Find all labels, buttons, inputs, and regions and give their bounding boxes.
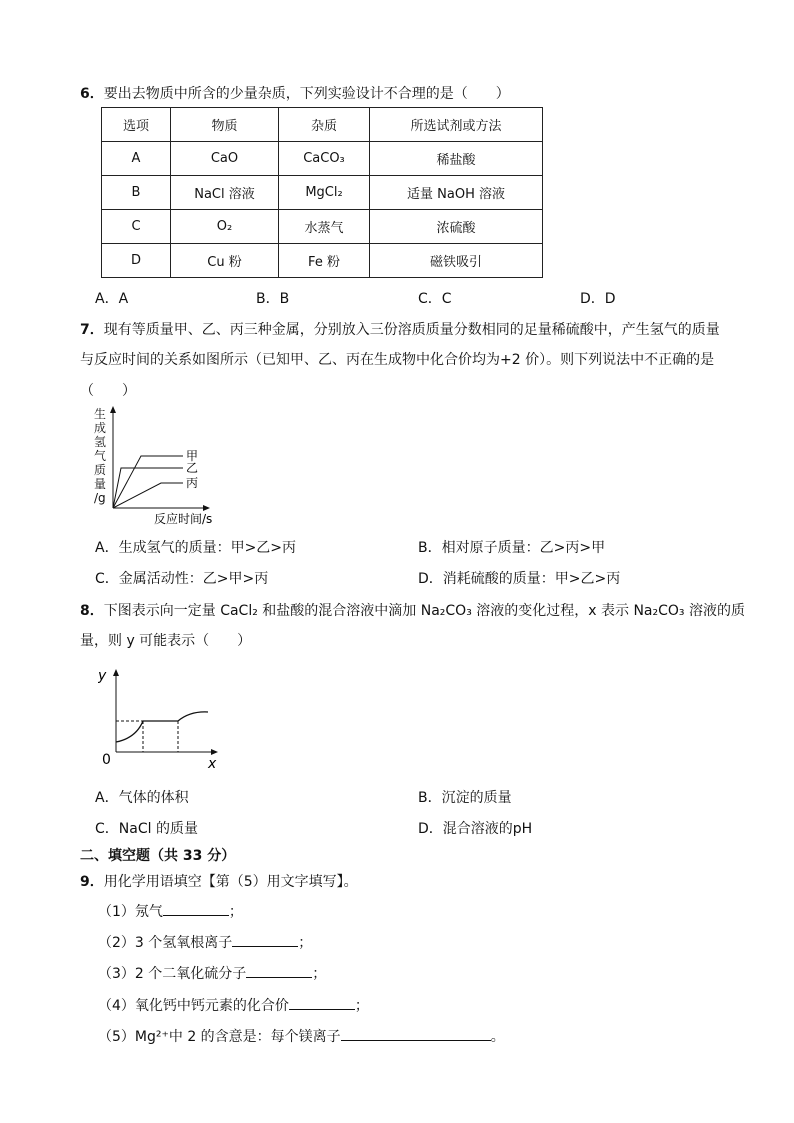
q9-item-5	[98, 1026, 505, 1046]
table-cell: O₂	[171, 210, 279, 244]
q6-stem	[80, 83, 510, 103]
table-header: 杂质	[279, 108, 370, 142]
q8-choice-d[interactable]: D．混合溶液的pH	[418, 821, 533, 837]
ylabel-char: 质	[94, 463, 107, 477]
q6-choice-c[interactable]: C．C	[418, 291, 452, 307]
q6-text: 要出去物质中所含的少量杂质，下列实验设计不合理的是（ ）	[103, 86, 510, 102]
q7-label-yi: 乙	[186, 461, 199, 475]
q9-stem	[80, 871, 358, 891]
q9-item-end: ；	[354, 998, 369, 1014]
ylabel-char: 生	[94, 407, 107, 421]
q8-stem-line2: 量，则 y 可能表示（ ）	[80, 633, 252, 649]
table-cell: C	[102, 210, 171, 244]
table-header-row	[102, 108, 543, 142]
q9-item-label: （5）Mg²⁺中 2 的含意是：每个镁离子	[98, 1029, 341, 1045]
ylabel-char: 气	[94, 449, 107, 463]
q8-x-label: x	[208, 756, 217, 770]
q9-item-label: （1）氖气	[98, 904, 163, 920]
q7-choice-b[interactable]: B．相对原子质量：乙>丙>甲	[418, 540, 606, 556]
section-title: 二、填空题（共 33 分）	[80, 848, 236, 864]
table-row	[102, 142, 543, 176]
q8-text-1: 下图表示向一定量 CaCl₂ 和盐酸的混合溶液中滴加 Na₂CO₃ 溶液的变化过程，x 表示 Na₂CO₃ 溶液的质	[103, 603, 745, 619]
answer-blank[interactable]	[341, 1026, 491, 1041]
q7-line-jia	[113, 456, 183, 508]
table-cell: CaCO₃	[279, 142, 370, 176]
ylabel-char: 量	[94, 477, 107, 491]
table-cell: 稀盐酸	[370, 142, 543, 176]
q7-label-bing: 丙	[186, 476, 199, 490]
q8-choice-a[interactable]: A．气体的体积	[95, 790, 189, 806]
q7-choice-d[interactable]: D．消耗硫酸的质量：甲>乙>丙	[418, 571, 621, 587]
q6-number: 6．	[80, 86, 104, 102]
q9-text: 用化学用语填空【第（5）用文字填写】。	[103, 874, 358, 890]
q7-y-arrow	[110, 406, 116, 413]
table-cell: CaO	[171, 142, 279, 176]
q7-stem-line3: （ ）	[80, 383, 136, 399]
ylabel-char: 氢	[94, 435, 107, 449]
table-cell: Fe 粉	[279, 244, 370, 278]
q9-number: 9．	[80, 874, 104, 890]
answer-blank[interactable]	[163, 901, 229, 916]
q7-ylabel	[94, 406, 106, 505]
q9-item-end: 。	[490, 1029, 505, 1045]
q7-choice-a[interactable]: A．生成氢气的质量：甲>乙>丙	[95, 540, 297, 556]
ylabel-char: /g	[94, 491, 106, 505]
q6-table	[101, 107, 543, 278]
q7-stem-line2: 与反应时间的关系如图所示（已知甲、乙、丙在生成物中化合价均为+2 价）。则下列说法中不正确的是	[80, 352, 715, 368]
q9-item-2	[98, 932, 312, 952]
q8-origin: 0	[102, 752, 111, 768]
q8-curve	[116, 712, 208, 742]
table-row	[102, 244, 543, 278]
table-cell: 浓硫酸	[370, 210, 543, 244]
q9-item-3	[98, 963, 326, 983]
q9-item-label: （3）2 个二氧化硫分子	[98, 966, 247, 982]
q9-item-label: （4）氧化钙中钙元素的化合价	[98, 998, 289, 1014]
table-cell: Cu 粉	[171, 244, 279, 278]
table-header: 物质	[171, 108, 279, 142]
q8-graph	[98, 664, 228, 770]
q8-number: 8．	[80, 603, 104, 619]
q8-y-label: y	[98, 668, 107, 684]
q8-x-arrow	[211, 749, 218, 755]
q8-choice-c[interactable]: C．NaCl 的质量	[95, 821, 198, 837]
q8-y-arrow	[113, 669, 119, 676]
q8-choice-b[interactable]: B．沉淀的质量	[418, 790, 512, 806]
q9-item-end: ；	[228, 904, 243, 920]
answer-blank[interactable]	[289, 995, 355, 1010]
q7-graph	[88, 404, 228, 530]
q9-item-end: ；	[312, 966, 327, 982]
q9-item-end: ；	[298, 935, 313, 951]
answer-blank[interactable]	[232, 932, 298, 947]
table-row	[102, 210, 543, 244]
ylabel-char: 成	[94, 421, 107, 435]
table-cell: MgCl₂	[279, 176, 370, 210]
q7-x-arrow	[203, 505, 210, 511]
q7-stem-line1	[80, 319, 720, 339]
q7-line-bing	[113, 483, 183, 508]
q7-number: 7．	[80, 322, 104, 338]
table-cell: 水蒸气	[279, 210, 370, 244]
q6-choice-a[interactable]: A．A	[95, 291, 129, 307]
q7-choice-c[interactable]: C．金属活动性：乙>甲>丙	[95, 571, 269, 587]
q7-label-jia: 甲	[186, 449, 199, 463]
table-cell: A	[102, 142, 171, 176]
table-header: 所选试剂或方法	[370, 108, 543, 142]
table-cell: 磁铁吸引	[370, 244, 543, 278]
table-cell: B	[102, 176, 171, 210]
table-cell: D	[102, 244, 171, 278]
q7-text-1: 现有等质量甲、乙、丙三种金属，分别放入三份溶质质量分数相同的足量稀硫酸中，产生氢气的质量	[103, 322, 720, 338]
table-row	[102, 176, 543, 210]
table-header: 选项	[102, 108, 171, 142]
q9-item-4	[98, 995, 369, 1015]
q9-item-1	[98, 901, 243, 921]
table-cell: 适量 NaOH 溶液	[370, 176, 543, 210]
q9-item-label: （2）3 个氢氧根离子	[98, 935, 233, 951]
q6-choice-b[interactable]: B．B	[256, 291, 290, 307]
q6-choice-d[interactable]: D．D	[580, 291, 616, 307]
answer-blank[interactable]	[246, 963, 312, 978]
q7-xlabel: 反应时间/s	[154, 512, 213, 526]
table-cell: NaCl 溶液	[171, 176, 279, 210]
q8-stem-line1	[80, 600, 745, 620]
